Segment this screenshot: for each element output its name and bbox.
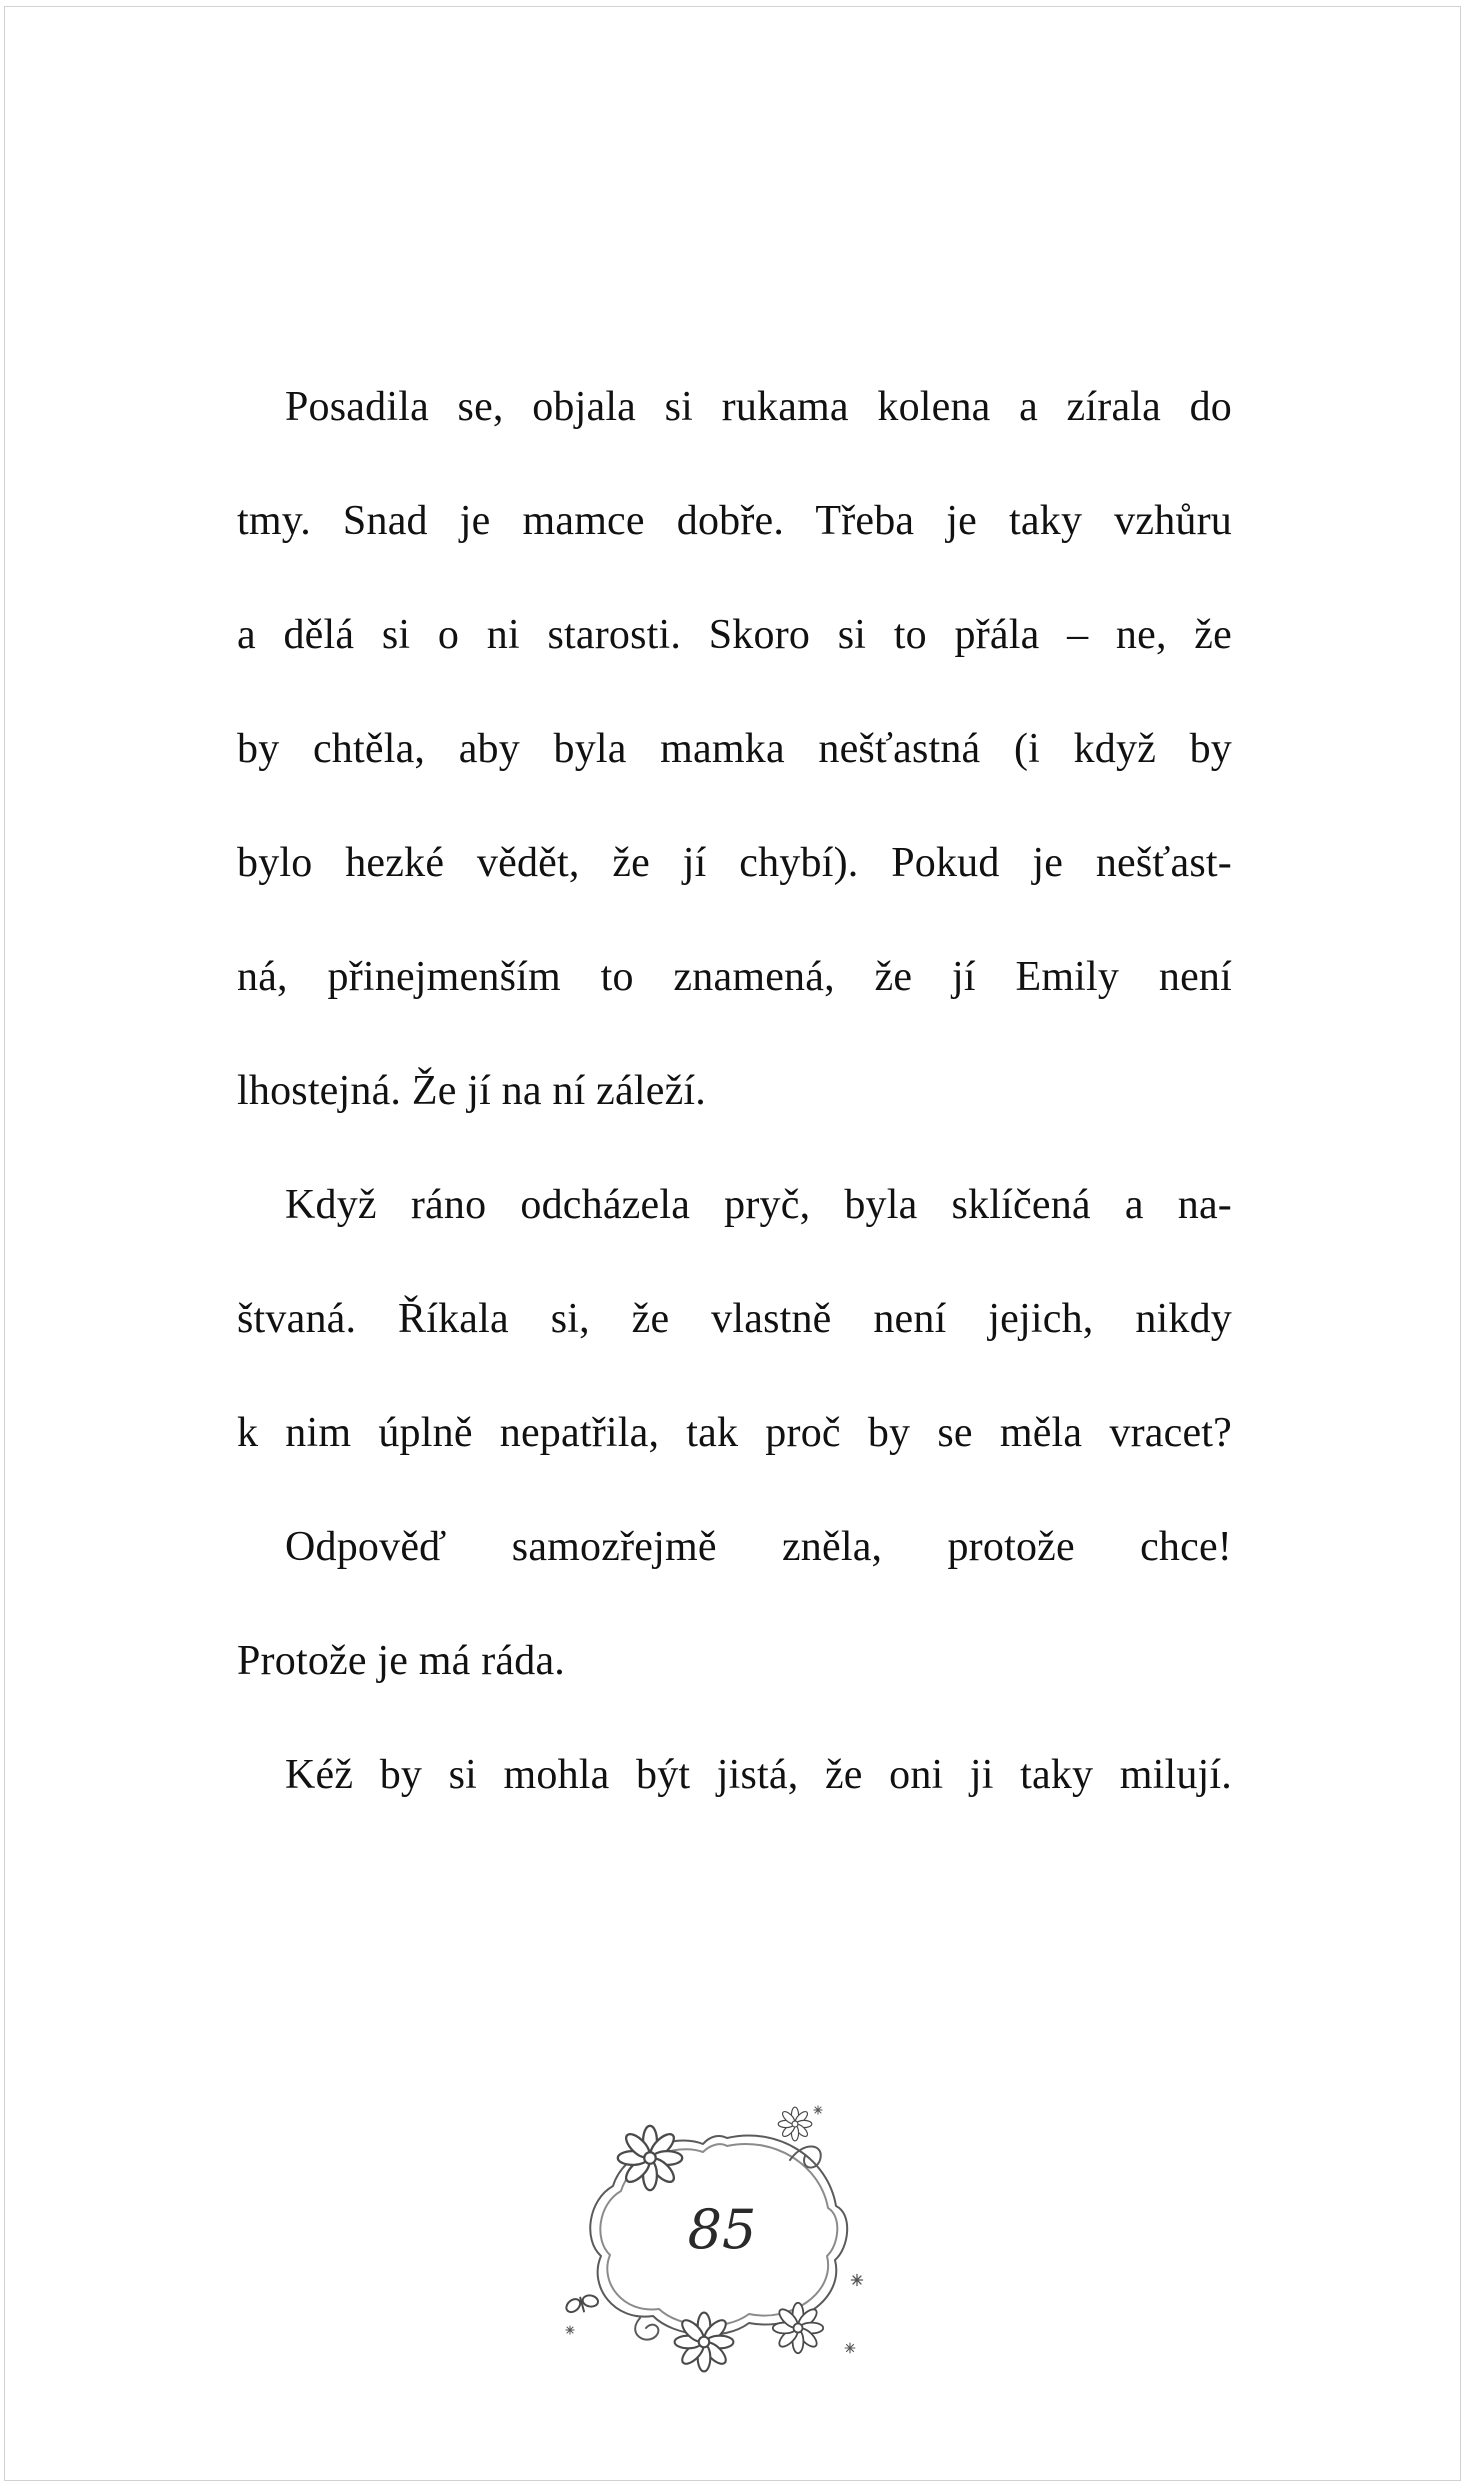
page-number: 85: [687, 2198, 757, 2261]
sparkle-icon: [814, 2106, 822, 2114]
text-line: Odpověď samozřejmě zněla, protože chce!: [285, 1524, 1232, 1570]
text-line: k nim úplně nepatřila, tak proč by se měla vracet?: [237, 1410, 1232, 1456]
text-line: štvaná. Říkala si, že vlastně není jejich, nikdy: [237, 1296, 1232, 1342]
sparkle-icon: [845, 2343, 855, 2353]
sparkle-icon: [566, 2326, 574, 2334]
text-line: a dělá si o ni starosti. Skoro si to přála – ne, že: [237, 612, 1232, 658]
butterfly-icon: [562, 2291, 601, 2316]
flower-icon: [773, 2303, 823, 2353]
text-line: Posadila se, objala si rukama kolena a zírala do: [285, 384, 1232, 430]
flower-icon: [778, 2107, 812, 2141]
text-line: Protože je má ráda.: [237, 1638, 565, 1684]
text-line: Kéž by si mohla být jistá, že oni ji taky milují.: [285, 1752, 1232, 1798]
text-line: tmy. Snad je mamce dobře. Třeba je taky vzhůru: [237, 498, 1232, 544]
page-number-ornament: [552, 2090, 892, 2390]
flower-icon: [675, 2313, 734, 2372]
text-line: by chtěla, aby byla mamka nešťastná (i když by: [237, 726, 1232, 772]
sparkle-icon: [851, 2274, 862, 2285]
text-line: Když ráno odcházela pryč, byla sklíčená a na-: [285, 1182, 1232, 1228]
text-line: bylo hezké vědět, že jí chybí). Pokud je nešťast-: [237, 840, 1232, 886]
text-line: lhostejná. Že jí na ní záleží.: [237, 1068, 706, 1114]
page-text: [237, 350, 1232, 1832]
text-line: ná, přinejmenším to znamená, že jí Emily není: [237, 954, 1232, 1000]
flower-icon: [618, 2126, 682, 2190]
